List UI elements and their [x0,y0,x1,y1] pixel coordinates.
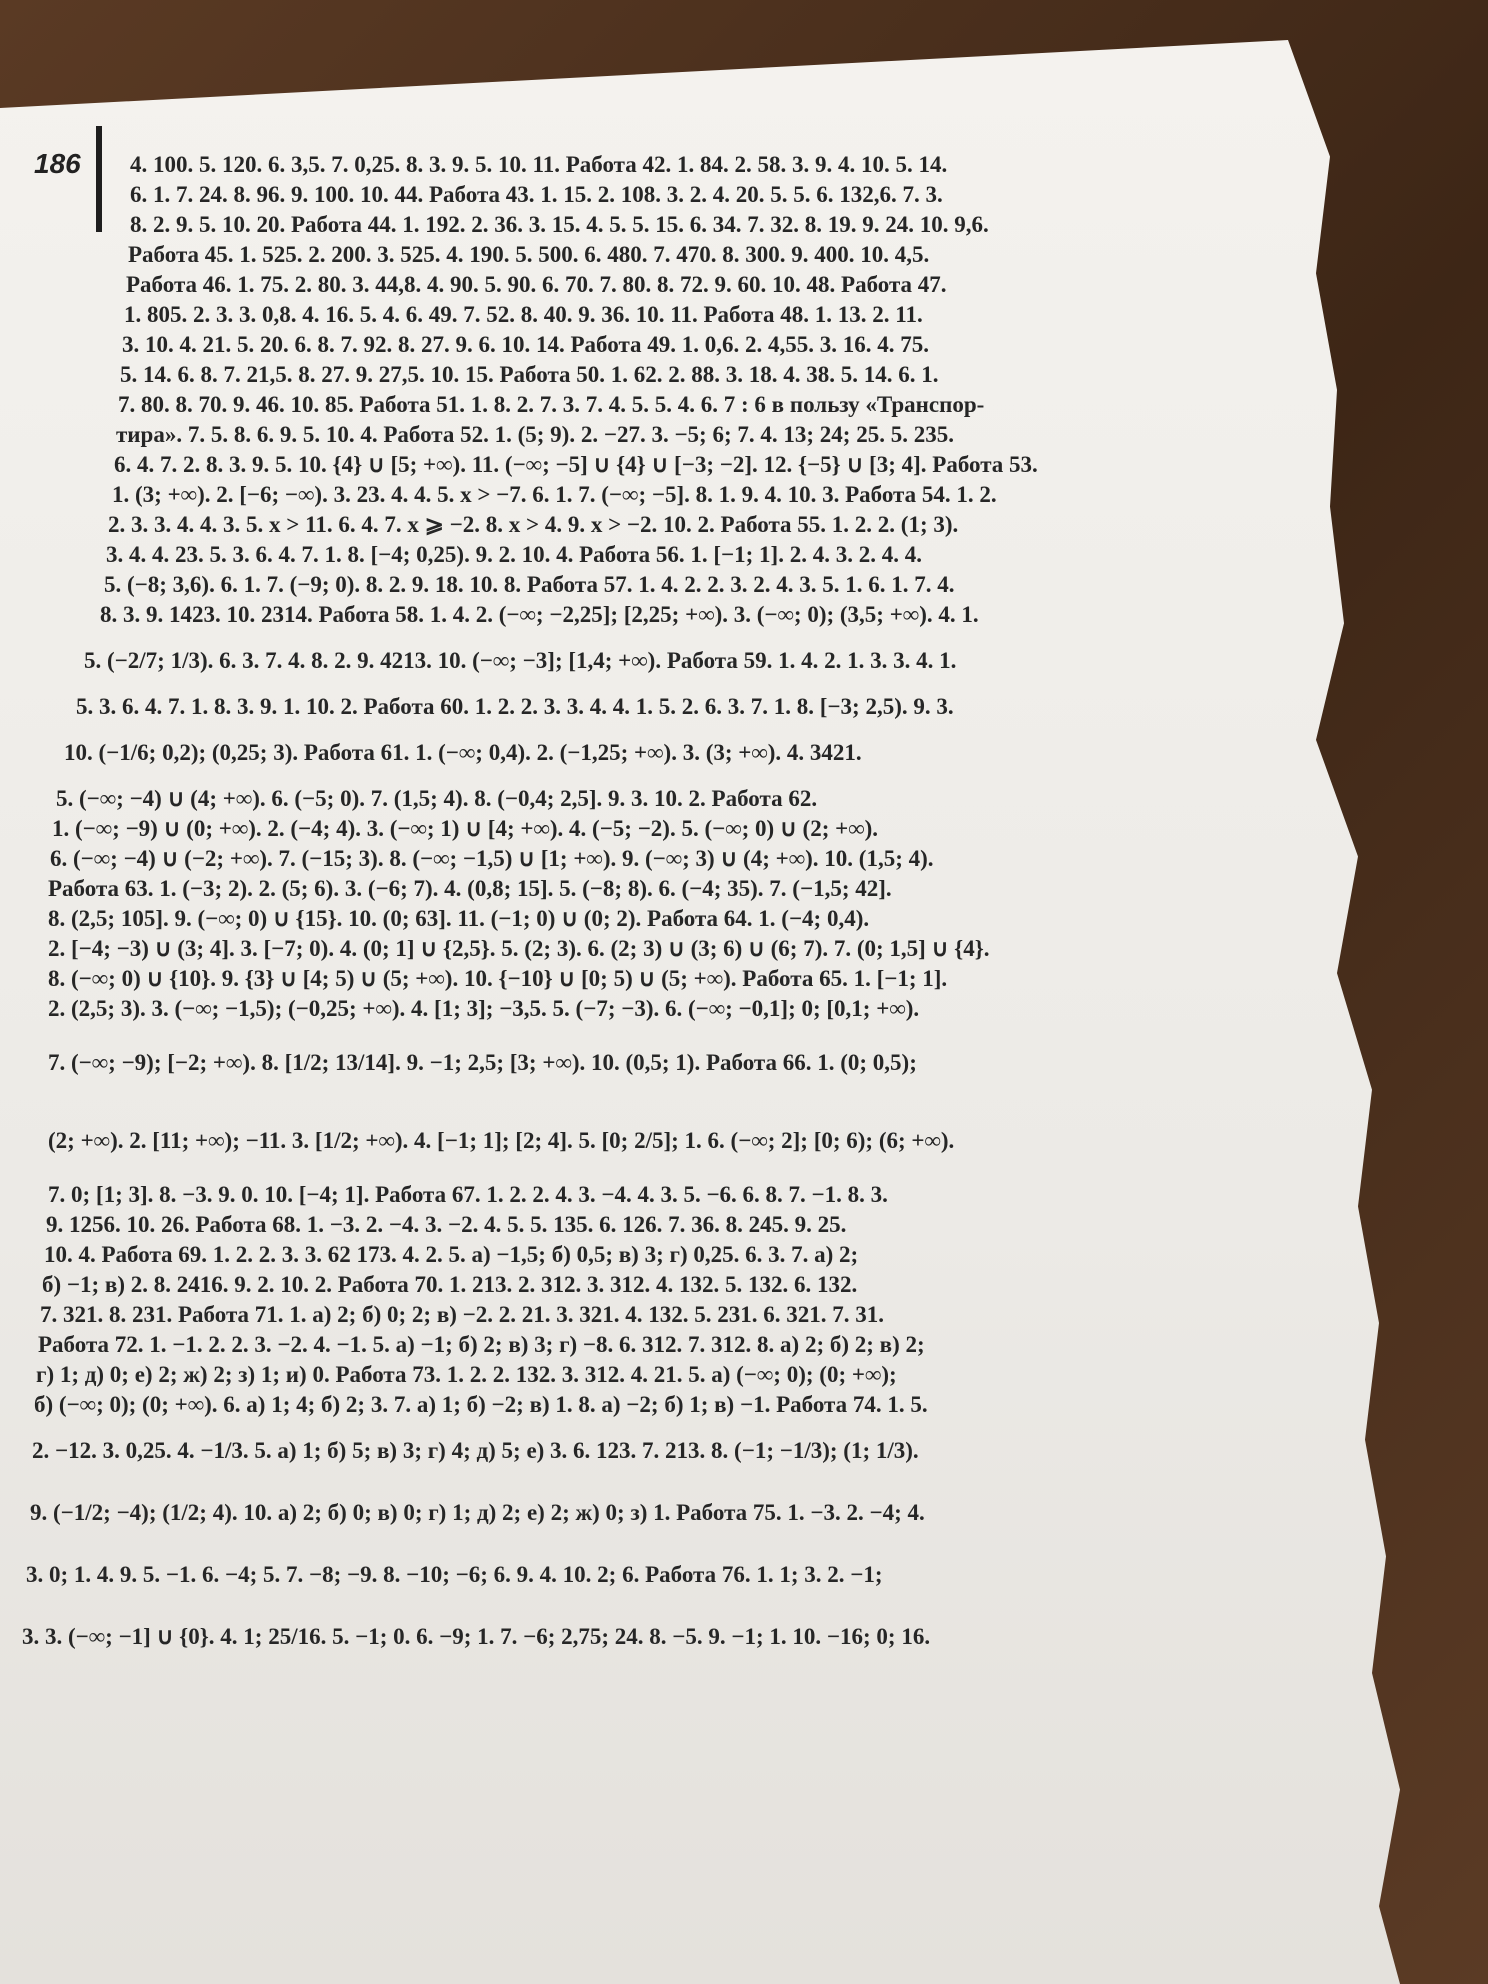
answer-line: 1. 805. 2. 3. 3. 0,8. 4. 16. 5. 4. 6. 49. 7. 52. 8. 40. 9. 36. 10. 11. Работа 48. 1. 13. 2. 11. [124,302,923,327]
answer-line: 2. [−4; −3) ∪ (3; 4]. 3. [−7; 0). 4. (0; 1] ∪ {2,5}. 5. (2; 3). 6. (2; 3) ∪ (3; 6) ∪ (6; 7). 7. (0; 1,5] ∪ {4}. [48,936,990,961]
answer-line: 2. 3. 3. 4. 4. 3. 5. x > 11. 6. 4. 7. x ⩾ −2. 8. x > 4. 9. x > −2. 10. 2. Работа 55. 1. 2. 2. (1; 3). [108,512,959,537]
answer-line: 9. 1256. 10. 26. Работа 68. 1. −3. 2. −4. 3. −2. 4. 5. 5. 135. 6. 126. 7. 36. 8. 245. 9. 25. [46,1212,847,1237]
answer-line: 10. 4. Работа 69. 1. 2. 2. 3. 3. 62 173. 4. 2. 5. а) −1,5; б) 0,5; в) 3; г) 0,25. 6. 3. 7. а) 2; [44,1242,859,1267]
page-number: 186 [34,148,81,179]
answer-line: 1. (−∞; −9) ∪ (0; +∞). 2. (−4; 4). 3. (−∞; 1) ∪ [4; +∞). 4. (−5; −2). 5. (−∞; 0) ∪ (2; +∞). [52,816,879,841]
answer-line: тира». 7. 5. 8. 6. 9. 5. 10. 4. Работа 52. 1. (5; 9). 2. −27. 3. −5; 6; 7. 4. 13; 24; 25. 5. 235. [116,422,954,447]
answer-line: б) −1; в) 2. 8. 2416. 9. 2. 10. 2. Работа 70. 1. 213. 2. 312. 3. 312. 4. 132. 5. 132. 6. 132. [42,1272,858,1297]
answer-line: (2; +∞). 2. [11; +∞); −11. 3. [1/2; +∞). 4. [−1; 1]; [2; 4]. 5. [0; 2/5]; 1. 6. (−∞; 2]; [0; 6); (6; +∞). [48,1128,955,1153]
answer-line: 7. (−∞; −9); [−2; +∞). 8. [1/2; 13/14]. 9. −1; 2,5; [3; +∞). 10. (0,5; 1). Работа 66. 1. (0; 0,5); [48,1050,917,1075]
answer-line: 10. (−1/6; 0,2); (0,25; 3). Работа 61. 1. (−∞; 0,4). 2. (−1,25; +∞). 3. (3; +∞). 4. 3421. [64,740,862,765]
answer-line: 3. 3. (−∞; −1] ∪ {0}. 4. 1; 25/16. 5. −1; 0. 6. −9; 1. 7. −6; 2,75; 24. 8. −5. 9. −1; 1. 10. −16; 0; 16. [22,1624,931,1649]
answer-line: 5. (−8; 3,6). 6. 1. 7. (−9; 0). 8. 2. 9. 18. 10. 8. Работа 57. 1. 4. 2. 2. 3. 2. 4. 3. 5. 1. 6. 1. 7. 4. [104,572,955,597]
answer-line: 3. 0; 1. 4. 9. 5. −1. 6. −4; 5. 7. −8; −9. 8. −10; −6; 6. 9. 4. 10. 2; 6. Работа 76. 1. 1; 3. 2. −1; [26,1562,883,1587]
answer-line: 7. 321. 8. 231. Работа 71. 1. а) 2; б) 0; 2; в) −2. 2. 21. 3. 321. 4. 132. 5. 231. 6. 321. 7. 31. [40,1302,885,1327]
answer-line: 3. 10. 4. 21. 5. 20. 6. 8. 7. 92. 8. 27. 9. 6. 10. 14. Работа 49. 1. 0,6. 2. 4,55. 3. 16. 4. 75. [122,332,930,357]
answer-line: 5. 3. 6. 4. 7. 1. 8. 3. 9. 1. 10. 2. Работа 60. 1. 2. 2. 3. 3. 4. 4. 1. 5. 2. 6. 3. 7. 1. 8. [−3; 2,5). 9. 3. [76,694,954,719]
answer-line: Работа 45. 1. 525. 2. 200. 3. 525. 4. 190. 5. 500. 6. 480. 7. 470. 8. 300. 9. 400. 10. 4,5. [128,242,930,267]
answer-line: б) (−∞; 0); (0; +∞). 6. а) 1; 4; б) 2; 3. 7. а) 1; б) −2; в) 1. 8. а) −2; б) 1; в) −1. Работа 74. 1. 5. [34,1392,928,1417]
answer-line: 5. (−2/7; 1/3). 6. 3. 7. 4. 8. 2. 9. 4213. 10. (−∞; −3]; [1,4; +∞). Работа 59. 1. 4. 2. 1. 3. 3. 4. 1. [84,648,957,673]
answer-line: Работа 63. 1. (−3; 2). 2. (5; 6). 3. (−6; 7). 4. (0,8; 15]. 5. (−8; 8). 6. (−4; 35). 7. (−1,5; 42]. [48,876,892,901]
answer-line: 1. (3; +∞). 2. [−6; −∞). 3. 23. 4. 4. 5. x > −7. 6. 1. 7. (−∞; −5]. 8. 1. 9. 4. 10. 3. Работа 54. 1. 2. [112,482,997,507]
answer-line: 6. 4. 7. 2. 8. 3. 9. 5. 10. {4} ∪ [5; +∞). 11. (−∞; −5] ∪ {4} ∪ [−3; −2]. 12. {−5} ∪ [3; 4]. Работа 53. [114,452,1038,477]
answer-line: 4. 100. 5. 120. 6. 3,5. 7. 0,25. 8. 3. 9. 5. 10. 11. Работа 42. 1. 84. 2. 58. 3. 9. 4. 10. 5. 14. [130,152,948,177]
answer-line: Работа 46. 1. 75. 2. 80. 3. 44,8. 4. 90. 5. 90. 6. 70. 7. 80. 8. 72. 9. 60. 10. 48. Работа 47. [126,272,947,297]
answers-text [20,150,1410,1668]
answer-line: 5. 14. 6. 8. 7. 21,5. 8. 27. 9. 27,5. 10. 15. Работа 50. 1. 62. 2. 88. 3. 18. 4. 38. 5. 14. 6. 1. [120,362,939,387]
answer-line: 6. 1. 7. 24. 8. 96. 9. 100. 10. 44. Работа 43. 1. 15. 2. 108. 3. 2. 4. 20. 5. 5. 6. 132,6. 7. 3. [130,182,943,207]
answer-line: 8. (2,5; 105]. 9. (−∞; 0) ∪ {15}. 10. (0; 63]. 11. (−1; 0) ∪ (0; 2). Работа 64. 1. (−4; 0,4). [48,906,870,931]
answer-line: 5. (−∞; −4) ∪ (4; +∞). 6. (−5; 0). 7. (1,5; 4). 8. (−0,4; 2,5]. 9. 3. 10. 2. Работа 62. [56,786,818,811]
answer-line: 3. 4. 4. 23. 5. 3. 6. 4. 7. 1. 8. [−4; 0,25). 9. 2. 10. 4. Работа 56. 1. [−1; 1]. 2. 4. 3. 2. 4. 4. [106,542,922,567]
answer-line: 8. 2. 9. 5. 10. 20. Работа 44. 1. 192. 2. 36. 3. 15. 4. 5. 5. 15. 6. 34. 7. 32. 8. 19. 9. 24. 10. 9,6. [130,212,989,237]
answer-line: 8. (−∞; 0) ∪ {10}. 9. {3} ∪ [4; 5) ∪ (5; +∞). 10. {−10} ∪ [0; 5) ∪ (5; +∞). Работа 65. 1. [−1; 1]. [48,966,948,991]
answer-line: Работа 72. 1. −1. 2. 2. 3. −2. 4. −1. 5. а) −1; б) 2; в) 3; г) −8. 6. 312. 7. 312. 8. а) 2; б) 2; в) 2; [38,1332,925,1357]
answer-line: 2. (2,5; 3). 3. (−∞; −1,5); (−0,25; +∞). 4. [1; 3]; −3,5. 5. (−7; −3). 6. (−∞; −0,1]; 0; [0,1; +∞). [48,996,920,1021]
answer-line: 7. 0; [1; 3]. 8. −3. 9. 0. 10. [−4; 1]. Работа 67. 1. 2. 2. 4. 3. −4. 4. 3. 5. −6. 6. 8. 7. −1. 8. 3. [48,1182,888,1207]
answer-line: 7. 80. 8. 70. 9. 46. 10. 85. Работа 51. 1. 8. 2. 7. 3. 7. 4. 5. 5. 4. 6. 7 : 6 в пользу «Транспор- [118,392,985,417]
answer-line: 8. 3. 9. 1423. 10. 2314. Работа 58. 1. 4. 2. (−∞; −2,25]; [2,25; +∞). 3. (−∞; 0); (3,5; +∞). 4. 1. [100,602,979,627]
answer-line: 9. (−1/2; −4); (1/2; 4). 10. а) 2; б) 0; в) 0; г) 1; д) 2; е) 2; ж) 0; з) 1. Работа 75. 1. −3. 2. −4; 4. [30,1500,925,1525]
answer-line: 2. −12. 3. 0,25. 4. −1/3. 5. а) 1; б) 5; в) 3; г) 4; д) 5; е) 3. 6. 123. 7. 213. 8. (−1; −1/3); (1; 1/3). [32,1438,919,1463]
answer-line: г) 1; д) 0; е) 2; ж) 2; з) 1; и) 0. Работа 73. 1. 2. 2. 132. 3. 312. 4. 21. 5. а) (−∞; 0); (0; +∞); [36,1362,897,1387]
answer-line: 6. (−∞; −4) ∪ (−2; +∞). 7. (−15; 3). 8. (−∞; −1,5) ∪ [1; +∞). 9. (−∞; 3) ∪ (4; +∞). 10. (1,5; 4). [50,846,934,871]
